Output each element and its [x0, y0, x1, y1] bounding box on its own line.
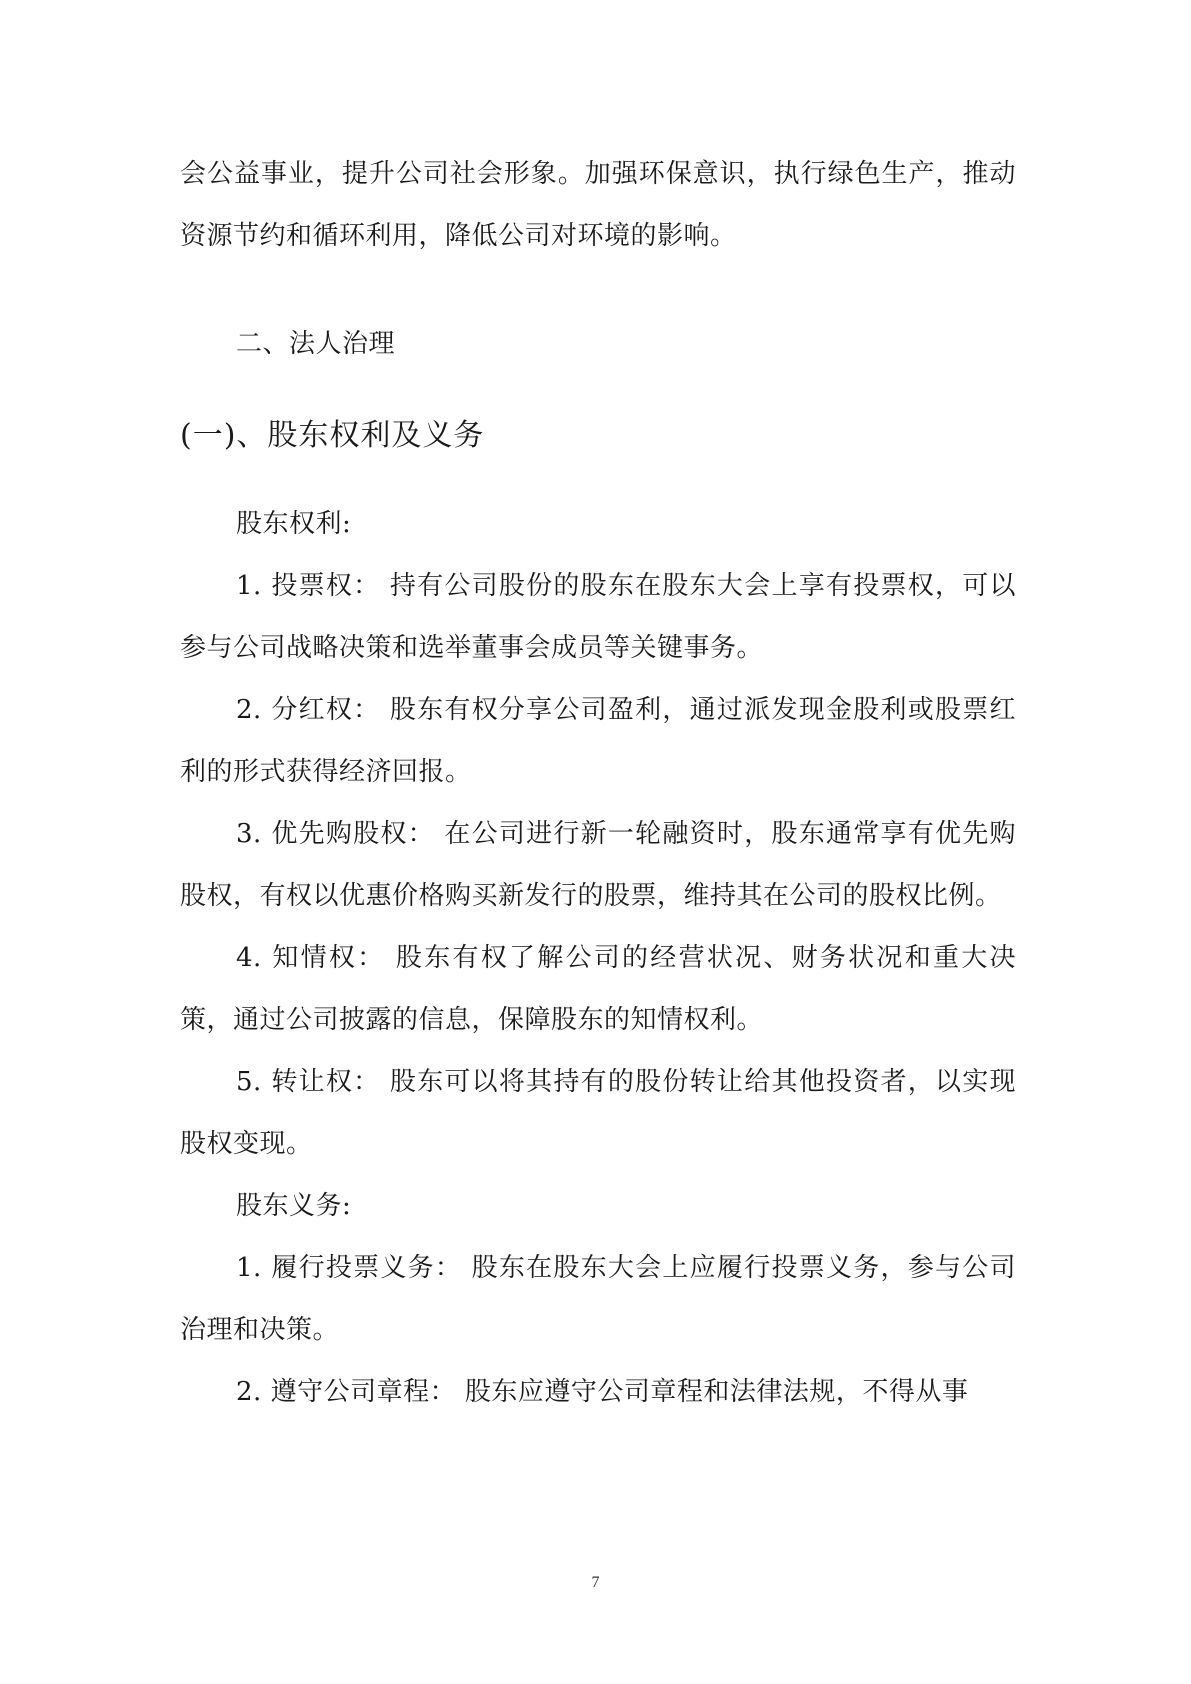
rights-item-dividend: 2. 分红权： 股东有权分享公司盈利，通过派发现金股利或股票红利的形式获得经济回报。: [180, 695, 1016, 787]
rights-item-information: 4. 知情权： 股东有权了解公司的经营状况、财务状况和重大决策，通过公司披露的信息，保障股东的知情权利。: [180, 943, 1016, 1035]
continuation-paragraph: 会公益事业，提升公司社会形象。加强环保意识，执行绿色生产，推动资源节约和循环利用，降低公司对环境的影响。: [180, 159, 1016, 251]
subsection-heading: (一)、股东权利及义务: [180, 418, 485, 453]
page-number: 7: [591, 1574, 600, 1591]
obligations-item-voting: 1. 履行投票义务： 股东在股东大会上应履行投票义务，参与公司治理和决策。: [180, 1253, 1016, 1345]
rights-item-transfer: 5. 转让权： 股东可以将其持有的股份转让给其他投资者，以实现股权变现。: [180, 1067, 1016, 1159]
rights-item-preemptive: 3. 优先购股权： 在公司进行新一轮融资时，股东通常享有优先购股权，有权以优惠价格购买新发行的股票，维持其在公司的股权比例。: [180, 819, 1016, 911]
page-content: [180, 143, 1016, 1423]
obligations-title: 股东义务:: [236, 1191, 352, 1221]
obligations-item-charter: 2. 遵守公司章程： 股东应遵守公司章程和法律法规，不得从事: [236, 1377, 969, 1407]
section-heading: 二、法人治理: [236, 329, 396, 359]
rights-item-voting: 1. 投票权： 持有公司股份的股东在股东大会上享有投票权，可以参与公司战略决策和选举董事会成员等关键事务。: [180, 571, 1016, 663]
rights-title: 股东权利:: [236, 509, 352, 539]
